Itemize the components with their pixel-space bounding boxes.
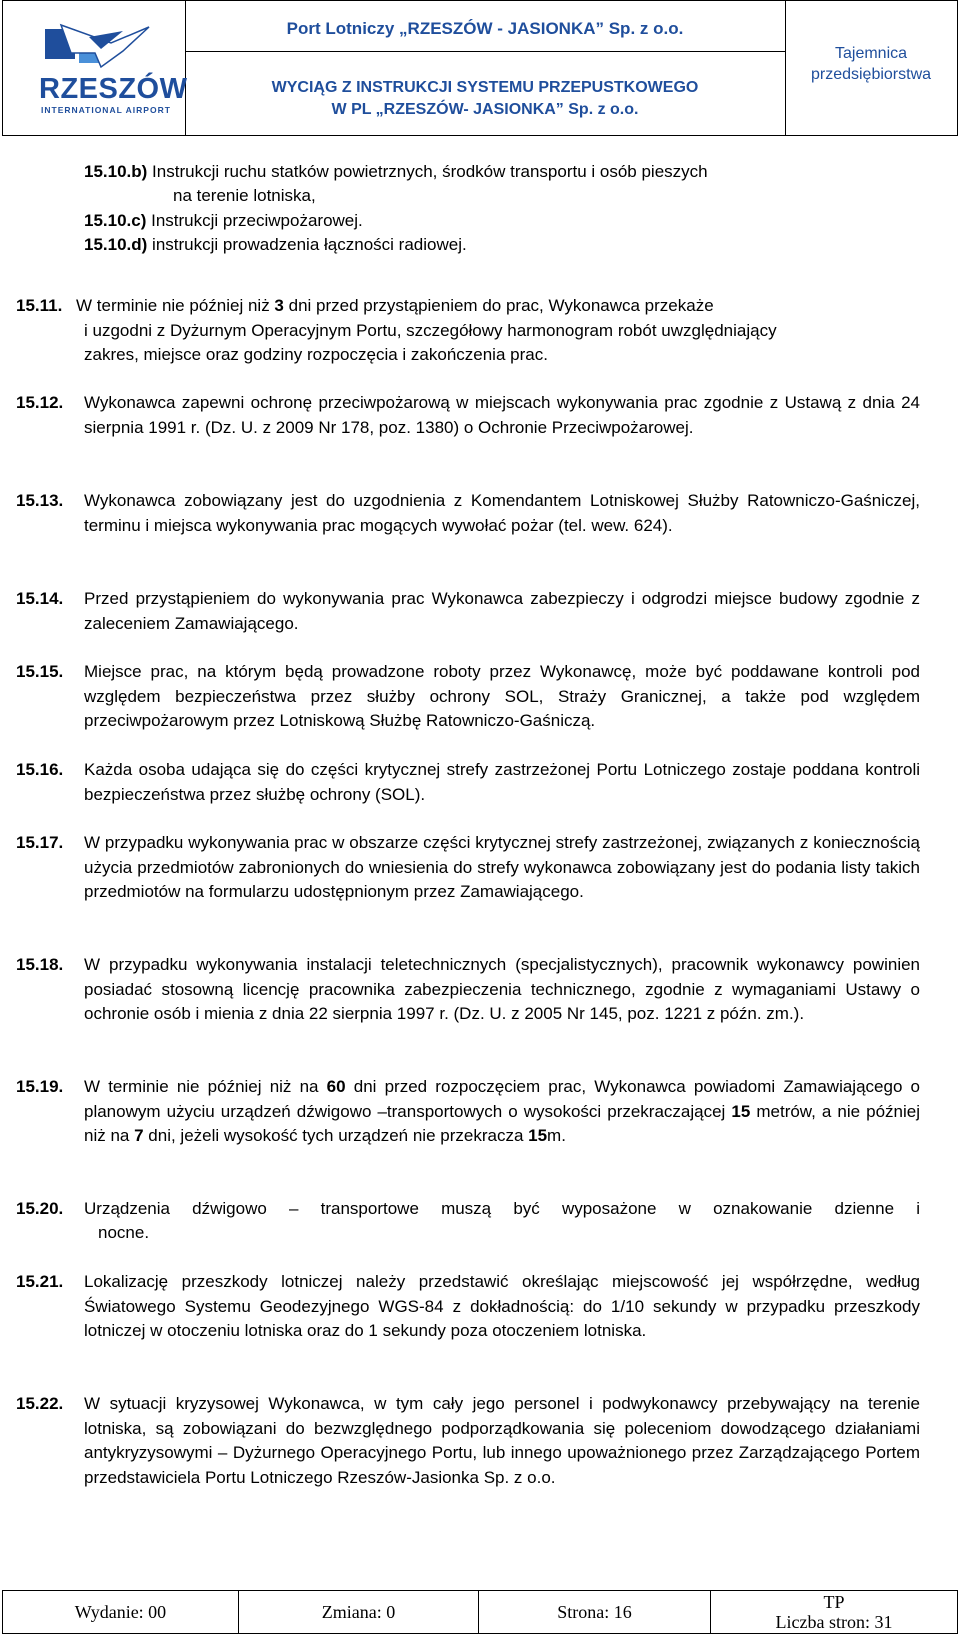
paragraph-15-15: Miejsce prac, na którym będą prowadzone roboty przez Wykonawcę, może być poddawane kontroli pod względem bezpieczeństwa przez służby ochrony SOL, Straży Granicznej, a także pod względem przeciwpożarowym przez Lotniskową Służbę Ratowniczo-Gaśniczą. (84, 662, 920, 730)
paragraph-15-17: W przypadku wykonywania prac w obszarze części krytycznej strefy zastrzeżonej, związanych z koniecznością użycia przedmiotów zabronionych do wniesienia do strefy wykonawca zobowiązany jest do podania listy takich przedmiotów na formularzu udostępnionym przez Zamawiającego. (84, 833, 920, 901)
logo-cell (3, 1, 186, 135)
paragraph-15-13: Wykonawca zobowiązany jest do uzgodnienia z Komendantem Lotniskowej Służby Ratowniczo-Gaśniczej, terminu i miejsca wykonywania prac mogących wywołać pożar (tel. wew. 624). (84, 491, 920, 535)
logo-subtitle: INTERNATIONAL AIRPORT (41, 105, 171, 115)
section-number: 15.15. (16, 662, 64, 681)
list-item-15-10-c: 15.10.c) Instrukcji przeciwpożarowej. (84, 211, 363, 230)
paragraph-15-18: W przypadku wykonywania instalacji teletechnicznych (specjalistycznych), pracownik wykonawcy powinien posiadać stosowną licencję pracownika zabezpieczenia technicznego, zgodnie z wymaganiami Ustawy o ochronie osób i mienia z dnia 22 sierpnia 1997 r. (Dz. U. z 2005 Nr 145, poz. 1221 z późn. zm.). (84, 955, 920, 1023)
section-number: 15.17. (16, 833, 64, 852)
section-number: 15.11. (16, 296, 63, 315)
section-number: 15.18. (16, 955, 64, 974)
document-footer (2, 1590, 958, 1634)
list-item-15-10-b-cont: na terenie lotniska, (173, 186, 316, 205)
paragraph-15-12: Wykonawca zapewni ochronę przeciwpożarową w miejscach wykonywania prac zgodnie z Ustawą z dnia 24 sierpnia 1991 r. (Dz. U. z 2009 Nr 178, poz. 1380) o Ochronie Przeciwpożarowej. (84, 393, 920, 437)
company-name: Port Lotniczy „RZESZÓW - JASIONKA” Sp. z o.o. (286, 19, 684, 38)
header-divider (185, 51, 785, 52)
section-number: 15.13. (16, 491, 64, 510)
classification-cell (785, 1, 957, 135)
section-number: 15.14. (16, 589, 64, 608)
paragraph-15-14: Przed przystąpieniem do wykonywania prac Wykonawca zabezpieczy i odgrodzi miejsce budowy zgodnie z zaleceniem Zamawiającego. (84, 589, 920, 633)
document-header (2, 0, 958, 136)
section-number: 15.21. (16, 1272, 64, 1291)
document-title-line1: WYCIĄG Z INSTRUKCJI SYSTEMU PRZEPUSTKOWEGO (271, 79, 699, 96)
paragraph-15-19: W terminie nie później niż na 60 dni przed rozpoczęciem prac, Wykonawca powiadomi Zamawiającego o planowym użyciu urządzeń dźwigowo –transportowych o wysokości przekraczającej 15 metrów, a nie później niż na 7 dni, jeżeli wysokość tych urządzeń nie przekracza 15m. (84, 1077, 921, 1145)
footer-page: Strona: 16 (479, 1591, 711, 1633)
title-cell (185, 1, 786, 135)
footer-page-count: TP Liczba stron: 31 (775, 1592, 893, 1632)
paragraph-15-16: Każda osoba udająca się do części krytycznej strefy zastrzeżonej Portu Lotniczego zostaje poddana kontroli bezpieczeństwa przez służbę ochrony (SOL). (84, 760, 920, 804)
paragraph-15-20: Urządzenia dźwigowo – transportowe muszą być wyposażone w oznakowanie dzienne i (84, 1199, 920, 1218)
paragraph-15-22: W sytuacji kryzysowej Wykonawca, w tym cały jego personel i podwykonawcy przebywający na terenie lotniska, są zobowiązani do bezwzględnego podporządkowania się poleceniom dowodzącego działaniami antykryzysowymi – Dyżurnego Operacyjnego Portu, lub innego upoważnionego przez Zarządzającego Portem przedstawiciela Portu Lotniczego Rzeszów-Jasionka Sp. z o.o. (84, 1394, 920, 1487)
confidentiality-label: Tajemnica przedsiębiorstwa (810, 45, 932, 83)
section-number: 15.20. (16, 1199, 64, 1218)
document-title-line2: W PL „RZESZÓW- JASIONKA” Sp. z o.o. (331, 101, 639, 118)
paragraph-15-21: Lokalizację przeszkody lotniczej należy przedstawić określając miejscowość jej współrzędne, według Światowego Systemu Geodezyjnego WGS-84 z dokładnością: do 1/10 sekundy w przypadku przeszkody lotniczej w otoczeniu lotniska oraz do 1 sekundy poza otoczeniem lotniska. (84, 1272, 920, 1340)
paragraph-15-11: W terminie nie później niż 3 dni przed przystąpieniem do prac, Wykonawca przekaże i uzgodni z Dyżurnym Operacyjnym Portu, szczegółowy harmonogram robót uwzględniający zakres, miejsce oraz godziny rozpoczęcia i zakończenia prac. (76, 296, 777, 364)
footer-edition: Wydanie: 00 (3, 1591, 239, 1633)
section-number: 15.12. (16, 393, 64, 412)
airport-logo-icon (31, 23, 155, 73)
logo-wordmark: RZESZÓW (39, 73, 188, 105)
section-number: 15.16. (16, 760, 64, 779)
section-number: 15.22. (16, 1394, 64, 1413)
list-item-15-10-d: 15.10.d) instrukcji prowadzenia łączności radiowej. (84, 235, 467, 254)
footer-change: Zmiana: 0 (239, 1591, 479, 1633)
list-item-15-10-b: 15.10.b) Instrukcji ruchu statków powietrznych, środków transportu i osób pieszych (84, 162, 708, 181)
section-number: 15.19. (16, 1077, 64, 1096)
paragraph-15-20-cont: nocne. (98, 1223, 150, 1242)
